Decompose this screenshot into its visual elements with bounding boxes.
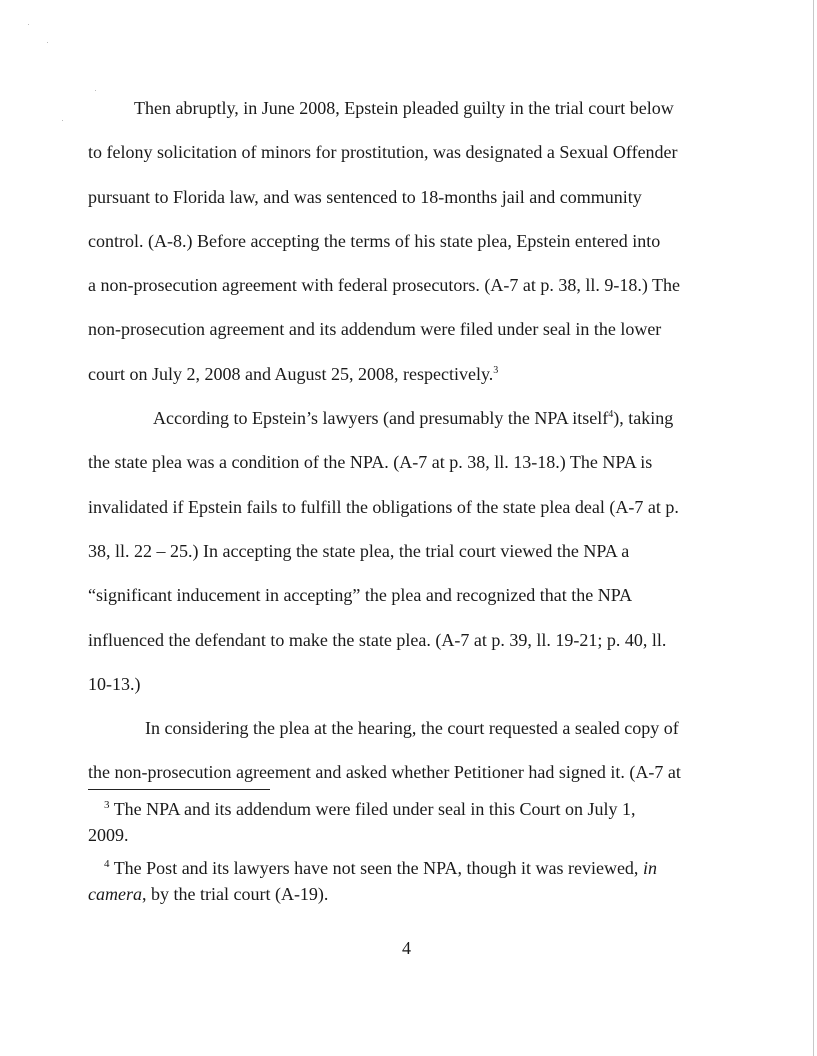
footnote-line: 2009. <box>88 825 129 845</box>
footnote-ref-4: 4 <box>608 409 614 421</box>
text-line: Then abruptly, in June 2008, Epstein pleaded guilty in the trial court below <box>134 98 674 118</box>
footnote-number: 4 <box>104 858 110 870</box>
text-segment: According to Epstein’s lawyers (and presumably the NPA itself <box>153 408 609 429</box>
footnote-italic: camera <box>88 884 142 904</box>
footnote-italic: in <box>642 858 657 878</box>
text-line: influenced the defendant to make the state plea. (A-7 at p. 39, ll. 19-21; p. 40, ll. <box>88 629 667 650</box>
footnotes <box>88 796 728 914</box>
paragraph-1 <box>88 86 728 396</box>
text-line <box>88 352 728 396</box>
text-line: 38, ll. 22 – 25.) In accepting the state plea, the trial court viewed the NPA a <box>88 540 630 561</box>
footnote-4 <box>88 855 728 907</box>
footnote-number: 3 <box>104 799 110 811</box>
footnote-text: The NPA and its addendum were filed under seal in this Court on July 1, <box>113 799 636 819</box>
text-line: control. (A-8.) Before accepting the terms of his state plea, Epstein entered into <box>88 230 661 251</box>
scan-edge-line <box>813 0 814 1056</box>
text-line: 10-13.) <box>88 673 141 694</box>
text-line: to felony solicitation of minors for prostitution, was designated a Sexual Offender <box>88 142 678 163</box>
text-line: a non-prosecution agreement with federal prosecutors. (A-7 at p. 38, ll. 9-18.) The <box>88 275 680 296</box>
text-line: non-prosecution agreement and its addendum were filed under seal in the lower <box>88 319 662 340</box>
scan-speck <box>28 24 29 25</box>
page-number: 4 <box>402 938 411 958</box>
paragraph-3 <box>88 706 728 795</box>
text-line <box>88 396 728 440</box>
text-line: “significant inducement in accepting” the plea and recognized that the NPA <box>88 585 633 606</box>
text-line: In considering the plea at the hearing, the court requested a sealed copy of <box>145 718 679 739</box>
footnote-ref-3: 3 <box>493 364 499 376</box>
footnote-3 <box>88 796 728 848</box>
body-text <box>88 86 728 795</box>
footnote-line <box>88 796 728 822</box>
footnote-line <box>88 855 728 881</box>
scan-speck <box>62 120 63 121</box>
footnote-line <box>88 881 728 907</box>
text-line: invalidated if Epstein fails to fulfill the obligations of the state plea deal (A-7 at p. <box>88 496 679 517</box>
text-line: the non-prosecution agreement and asked whether Petitioner had signed it. (A-7 at <box>88 762 681 783</box>
scan-speck <box>47 42 48 43</box>
footnote-text: The Post and its lawyers have not seen the NPA, though it was reviewed, <box>113 858 639 878</box>
paragraph-2 <box>88 396 728 706</box>
text-line: pursuant to Florida law, and was sentenced to 18-months jail and community <box>88 186 642 207</box>
text-segment: ), taking <box>613 408 674 429</box>
footnote-separator <box>88 789 270 790</box>
text-segment: court on July 2, 2008 and August 25, 2008, respectively. <box>88 363 494 384</box>
text-line: the state plea was a condition of the NPA. (A-7 at p. 38, ll. 13-18.) The NPA is <box>88 452 653 473</box>
footnote-text: , by the trial court (A-19). <box>141 884 329 904</box>
